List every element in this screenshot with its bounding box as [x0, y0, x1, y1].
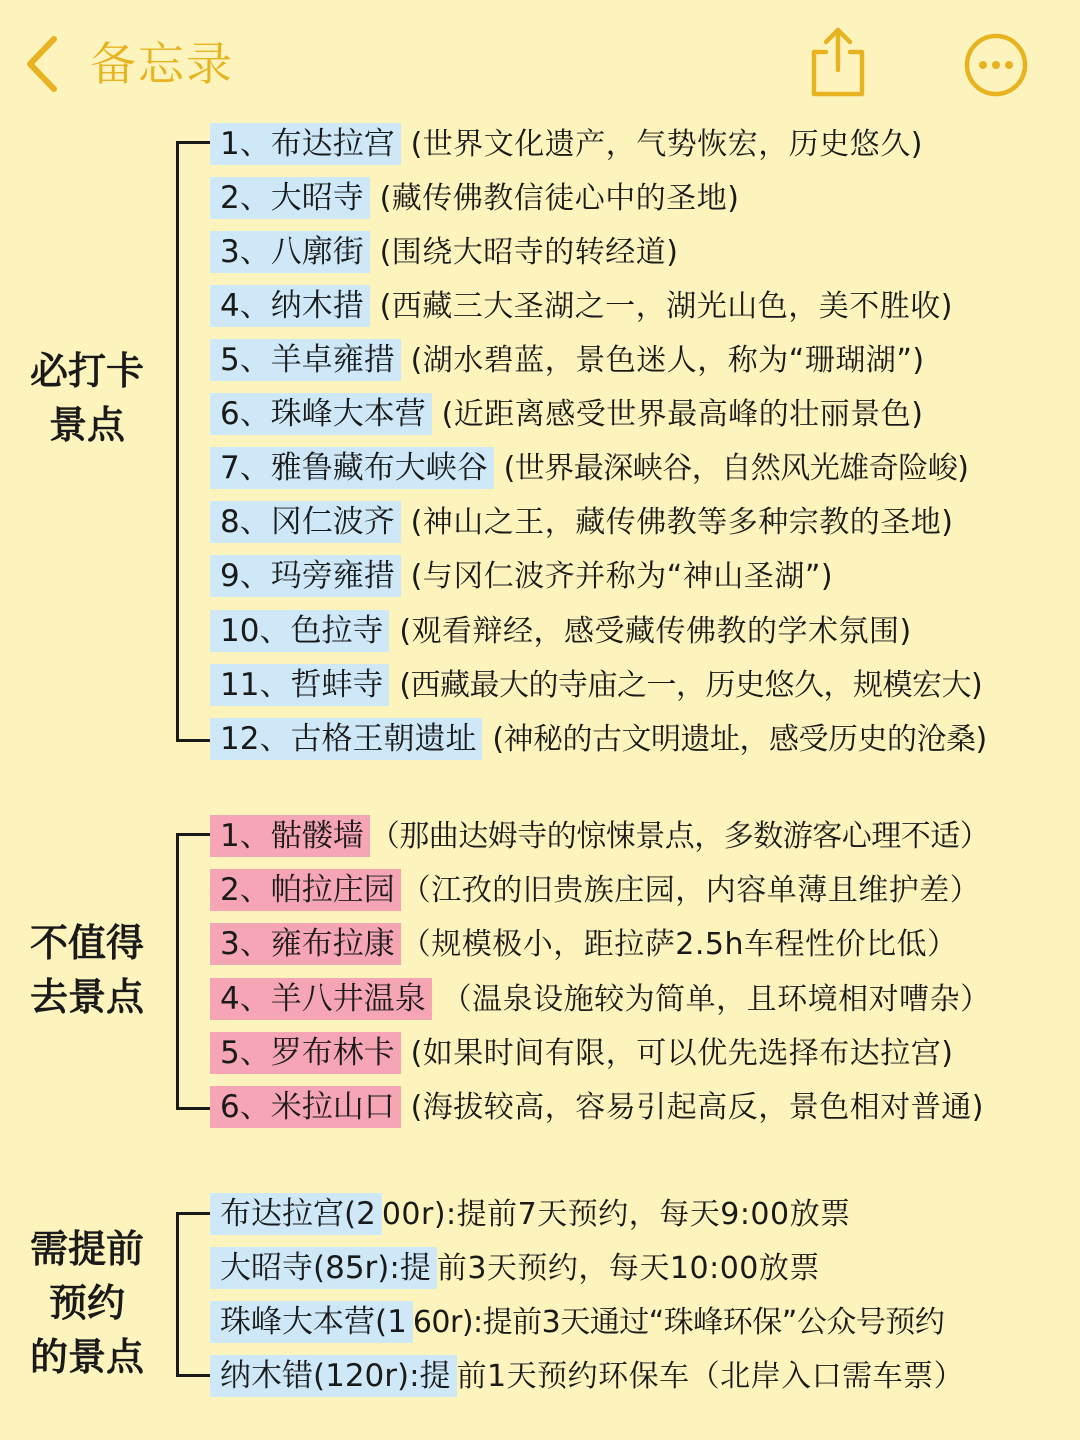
item-name: 5、罗布林卡 — [210, 1032, 401, 1074]
bracket-must-visit — [176, 141, 210, 742]
list-item — [210, 1247, 820, 1287]
list-item — [210, 393, 924, 433]
item-name: 8、冈仁波齐 — [210, 501, 401, 543]
item-name: 7、雅鲁藏布大峡谷 — [210, 447, 494, 489]
list-item — [210, 177, 740, 217]
list-item — [210, 610, 912, 650]
bracket-reservation — [176, 1212, 210, 1377]
item-name: 6、米拉山口 — [210, 1086, 401, 1128]
chevron-left-icon — [22, 33, 62, 95]
item-desc: （温泉设施较为简单，且环境相对嘈杂） — [441, 982, 991, 1017]
item-name: 6、珠峰大本营 — [210, 393, 432, 435]
section-label-line: 景点 — [48, 403, 125, 447]
section-label-line: 需提前 — [29, 1227, 144, 1271]
item-desc: (藏传佛教信徒心中的圣地) — [379, 181, 740, 216]
item-desc: 前3天预约，每天10:00放票 — [436, 1251, 820, 1286]
item-name: 11、哲蚌寺 — [210, 664, 389, 706]
share-icon — [806, 26, 870, 98]
item-desc: (如果时间有限，可以优先选择布达拉宫) — [410, 1036, 954, 1071]
list-item — [210, 123, 923, 163]
item-desc: （江孜的旧贵族庄园，内容单薄且维护差） — [400, 873, 981, 908]
list-item — [210, 501, 954, 541]
item-desc: （规模极小，距拉萨2.5h车程性价比低） — [400, 927, 958, 962]
item-name: 纳木错(120r):提 — [210, 1355, 457, 1397]
share-button[interactable] — [806, 26, 870, 98]
item-name: 9、玛旁雍措 — [210, 555, 401, 597]
list-item — [210, 869, 980, 909]
list-item — [210, 1193, 851, 1233]
section-label-not-worth — [12, 916, 162, 1024]
item-desc: 60r):提前3天通过“珠峰环保”公众号预约 — [412, 1305, 945, 1340]
item-desc: (神秘的古文明遗址，感受历史的沧桑) — [492, 722, 987, 757]
item-desc: (湖水碧蓝，景色迷人，称为“珊瑚湖”) — [410, 343, 925, 378]
item-name: 3、雍布拉康 — [210, 923, 401, 965]
list-item — [210, 339, 925, 379]
more-button[interactable] — [963, 32, 1029, 98]
list-item — [210, 1086, 984, 1126]
list-item — [210, 285, 953, 325]
item-desc: (神山之王，藏传佛教等多种宗教的圣地) — [410, 505, 954, 540]
section-label-line: 预约 — [48, 1281, 125, 1325]
section-label-reservation — [12, 1222, 162, 1384]
item-desc: (围绕大昭寺的转经道) — [379, 235, 679, 270]
item-name: 3、八廓街 — [210, 231, 370, 273]
list-item — [210, 555, 833, 595]
item-name: 大昭寺(85r):提 — [210, 1247, 437, 1289]
more-icon — [963, 32, 1029, 98]
item-name: 4、纳木措 — [210, 285, 370, 327]
item-name: 10、色拉寺 — [210, 610, 389, 652]
item-desc: (世界最深峡谷，自然风光雄奇险峻) — [503, 451, 969, 486]
section-label-line: 不值得 — [29, 921, 144, 965]
bracket-not-worth — [176, 833, 210, 1110]
back-label: 备忘录 — [90, 37, 234, 91]
item-desc: (海拔较高，容易引起高反，景色相对普通) — [410, 1090, 985, 1125]
item-desc: (西藏三大圣湖之一，湖光山色，美不胜收) — [379, 289, 954, 324]
list-item — [210, 231, 679, 271]
list-item — [210, 978, 991, 1018]
item-desc: (观看辩经，感受藏传佛教的学术氛围) — [399, 614, 912, 649]
list-item — [210, 664, 982, 704]
item-name: 布达拉宫(2 — [210, 1193, 382, 1235]
item-name: 2、大昭寺 — [210, 177, 370, 219]
item-name: 4、羊八井温泉 — [210, 978, 432, 1020]
item-name: 12、古格王朝遗址 — [210, 718, 482, 760]
item-name: 1、骷髅墙 — [210, 815, 370, 857]
item-desc: 前1天预约环保车（北岸入口需车票） — [456, 1359, 965, 1394]
item-name: 5、羊卓雍措 — [210, 339, 401, 381]
item-desc: (西藏最大的寺庙之一，历史悠久，规模宏大) — [399, 668, 983, 703]
section-label-must-visit — [12, 344, 162, 452]
item-desc: (与冈仁波齐并称为“神山圣湖”) — [410, 559, 834, 594]
back-button[interactable] — [22, 32, 234, 96]
item-name: 珠峰大本营(1 — [210, 1301, 413, 1343]
item-desc: 00r):提前7天预约，每天9:00放票 — [381, 1197, 851, 1232]
section-label-line: 去景点 — [29, 975, 144, 1019]
list-item — [210, 923, 957, 963]
item-desc: （那曲达姆寺的惊悚景点，多数游客心理不适） — [369, 819, 990, 854]
list-item — [210, 1032, 954, 1072]
list-item — [210, 1355, 964, 1395]
section-label-line: 的景点 — [29, 1335, 144, 1379]
list-item — [210, 815, 989, 855]
item-desc: (世界文化遗产，气势恢宏，历史悠久) — [410, 127, 924, 162]
item-name: 1、布达拉宫 — [210, 123, 401, 165]
list-item — [210, 1301, 944, 1341]
section-label-line: 必打卡 — [29, 349, 144, 393]
item-desc: (近距离感受世界最高峰的壮丽景色) — [441, 397, 924, 432]
nav-bar — [0, 0, 1080, 125]
list-item — [210, 447, 969, 487]
list-item — [210, 718, 987, 758]
item-name: 2、帕拉庄园 — [210, 869, 401, 911]
